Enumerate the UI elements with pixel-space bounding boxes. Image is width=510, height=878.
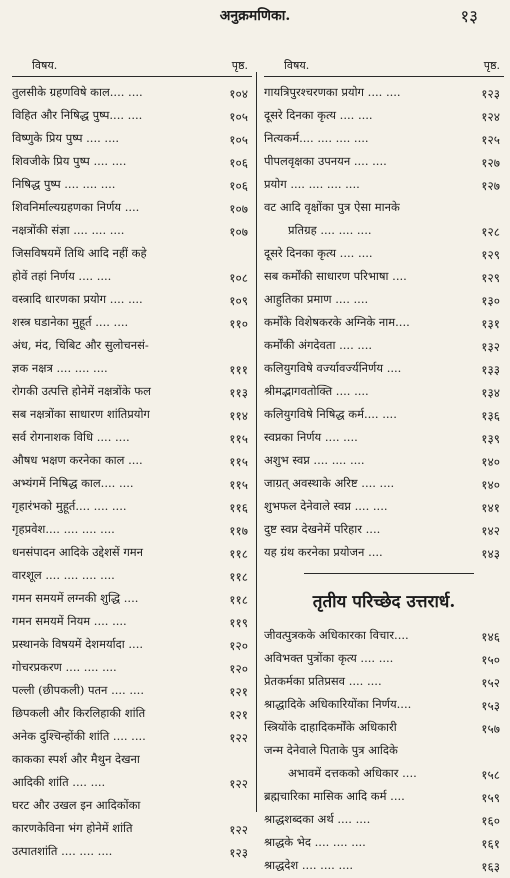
entry-title: सर्व रोगनाशक विधि .... .... xyxy=(12,430,130,444)
entry-title: छिपकली और किरलिहाकी शांति xyxy=(12,706,146,720)
entry-title: कलियुगविषे निषिद्ध कर्म.... .... xyxy=(264,407,397,421)
entry-title: विहित और निषिद्ध पुष्प.... .... xyxy=(12,108,143,122)
toc-entry xyxy=(12,128,252,151)
toc-entry xyxy=(12,427,252,450)
toc-entry xyxy=(12,289,252,312)
subject-heading: विषय. xyxy=(284,59,310,72)
entry-title: शुभफल देनेवाले स्वप्न .... .... xyxy=(264,499,388,513)
column-divider xyxy=(256,72,257,812)
toc-entry xyxy=(264,450,504,473)
entry-title: शिवनिर्माल्यग्रहणका निर्णय .... xyxy=(12,200,140,214)
toc-entry xyxy=(264,105,504,128)
entry-page-number: १३६ xyxy=(481,409,500,423)
entry-page-number: १०८ xyxy=(229,271,248,285)
entry-page-number: १३१ xyxy=(481,317,500,331)
entry-page-number: १०५ xyxy=(229,110,248,124)
toc-entry xyxy=(264,381,504,404)
toc-entry xyxy=(264,542,504,565)
entry-page-number: १११ xyxy=(229,363,248,377)
entry-title-continued: प्रतिग्रह .... .... .... xyxy=(288,223,372,237)
left-entry-list xyxy=(12,82,252,864)
toc-entry xyxy=(264,832,504,855)
entry-page-number: ११६ xyxy=(229,501,248,515)
entry-page-number: १६० xyxy=(481,814,500,828)
header-rule xyxy=(12,76,252,77)
entry-title: गमन समयमें नियम .... .... xyxy=(12,614,127,628)
entry-title: अंध, मंद, चिबिट और सुलोचनसं- xyxy=(12,338,149,352)
section-rule xyxy=(304,573,474,574)
subject-heading: विषय. xyxy=(32,59,58,72)
toc-entry xyxy=(12,680,252,703)
entry-page-number: १३० xyxy=(481,294,500,308)
right-section-entry-list xyxy=(264,625,504,878)
page-heading: पृष्ठ. xyxy=(483,59,500,72)
entry-title: प्रस्थानके विषयमें देशमर्यादा .... xyxy=(12,637,144,651)
entry-page-number: १५२ xyxy=(481,676,500,690)
toc-entry xyxy=(264,404,504,427)
entry-title: धनसंपादन आदिके उद्देशसें गमन xyxy=(12,545,144,559)
left-column-header xyxy=(12,58,252,74)
entry-title: कलियुगविषे वर्ज्यावर्ज्यनिर्णय .... xyxy=(264,361,402,375)
entry-page-number: १२७ xyxy=(481,156,500,170)
entry-title: दुष्ट स्वप्न देखनेमें परिहार .... xyxy=(264,522,381,536)
entry-title: निषिद्ध पुष्प .... .... .... xyxy=(12,177,116,191)
toc-entry xyxy=(264,625,504,648)
toc-entry xyxy=(12,105,252,128)
toc-entry xyxy=(264,266,504,289)
toc-entry xyxy=(12,588,252,611)
entry-page-number: १२८ xyxy=(481,225,500,239)
entry-title: पल्ली (छीपकली) पतन .... .... xyxy=(12,683,144,697)
entry-title: श्राद्धादिके अधिकारियोंका निर्णय.... xyxy=(264,697,412,711)
entry-title-continued: होवें तहां निर्णय .... .... xyxy=(12,269,112,283)
entry-title: प्रेतकर्मका प्रतिप्रसव .... .... xyxy=(264,674,382,688)
toc-entry xyxy=(264,809,504,832)
entry-page-number: १२९ xyxy=(481,271,500,285)
entry-page-number: १२५ xyxy=(481,133,500,147)
entry-page-number: ११० xyxy=(229,317,248,331)
entry-page-number: ११८ xyxy=(229,570,248,584)
section-title: तृतीय परिच्छेद उत्तरार्ध. xyxy=(312,592,456,612)
toc-entry xyxy=(12,243,252,289)
entry-title: श्राद्धके भेद .... .... .... xyxy=(264,835,366,849)
page-heading: पृष्ठ. xyxy=(231,59,248,72)
toc-entry xyxy=(12,335,252,381)
entry-page-number: १०४ xyxy=(229,87,248,101)
entry-title-continued: कारणकेविना भंग होनेमें शांति xyxy=(12,821,133,835)
entry-page-number: १०६ xyxy=(229,156,248,170)
entry-title: अनेक दुश्चिन्होंकी शांति .... .... xyxy=(12,729,146,743)
toc-entry xyxy=(12,703,252,726)
section-heading-block xyxy=(264,573,504,625)
toc-entry xyxy=(264,671,504,694)
page-title: अनुक्रमणिका. xyxy=(219,8,291,24)
toc-entry xyxy=(264,197,504,243)
entry-title: सब कर्मोंकी साधारण परिभाषा .... xyxy=(264,269,407,283)
toc-entry xyxy=(264,151,504,174)
toc-entry xyxy=(264,855,504,878)
entry-title: श्राद्धदेश .... .... .... xyxy=(264,858,354,872)
entry-page-number: १०५ xyxy=(229,133,248,147)
toc-entry xyxy=(264,496,504,519)
entry-title: शिवजीके प्रिय पुष्प .... .... xyxy=(12,154,127,168)
entry-page-number: १४० xyxy=(481,455,500,469)
entry-page-number: १४१ xyxy=(481,501,500,515)
entry-page-number: १४० xyxy=(481,478,500,492)
entry-page-number: १२३ xyxy=(229,846,248,860)
toc-entry xyxy=(264,473,504,496)
page-number: १३ xyxy=(460,7,478,27)
toc-entry xyxy=(12,220,252,243)
toc-entry xyxy=(12,151,252,174)
entry-page-number: १५८ xyxy=(481,768,500,782)
toc-entry xyxy=(264,289,504,312)
entry-title: श्राद्धशब्दका अर्थ .... .... xyxy=(264,812,371,826)
entry-title: प्रयोग .... .... .... .... xyxy=(264,177,360,191)
toc-entry xyxy=(12,657,252,680)
toc-entry xyxy=(264,717,504,740)
entry-title: कर्मोंके विशेषकरके अग्निके नाम.... xyxy=(264,315,410,329)
entry-title: नक्षत्रोंकी संज्ञा .... .... .... xyxy=(12,223,125,237)
entry-title: जिसविषयमें तिथि आदि नहीं कहे xyxy=(12,246,147,260)
toc-entry xyxy=(264,128,504,151)
toc-entry xyxy=(12,841,252,864)
entry-page-number: १२२ xyxy=(229,823,248,837)
entry-title: वट आदि वृक्षोंका पुत्र ऐसा मानके xyxy=(264,200,400,214)
entry-page-number: १०६ xyxy=(229,179,248,193)
entry-page-number: १०७ xyxy=(229,202,248,216)
toc-entry xyxy=(264,740,504,786)
entry-title-continued: अभावमें दत्तकको अधिकार .... xyxy=(288,766,417,780)
toc-entry xyxy=(12,197,252,220)
toc-entry xyxy=(264,786,504,809)
entry-page-number: १२१ xyxy=(229,708,248,722)
entry-page-number: ११५ xyxy=(229,478,248,492)
toc-entry xyxy=(12,726,252,749)
right-entry-list xyxy=(264,82,504,565)
entry-title: काकका स्पर्श और मैथुन देखना xyxy=(12,752,140,766)
entry-title: गृहारंभको मुहूर्त.... .... .... xyxy=(12,499,127,513)
entry-title: गोचरप्रकरण .... .... .... xyxy=(12,660,117,674)
entry-page-number: १२३ xyxy=(481,87,500,101)
entry-page-number: १५७ xyxy=(481,722,500,736)
entry-page-number: १३९ xyxy=(481,432,500,446)
entry-page-number: ११३ xyxy=(229,386,248,400)
entry-page-number: ११९ xyxy=(229,616,248,630)
entry-page-number: १३३ xyxy=(481,363,500,377)
entry-title: विष्णुके प्रिय पुष्प .... .... xyxy=(12,131,120,145)
toc-entry xyxy=(12,565,252,588)
entry-title: रोगकी उत्पत्ति होनेमें नक्षत्रोंके फल xyxy=(12,384,151,398)
entry-title: जन्म देनेवाले पिताके पुत्र आदिके xyxy=(264,743,398,757)
entry-title: शस्त्र घडानेका मुहूर्त .... .... xyxy=(12,315,129,329)
page-header xyxy=(0,6,510,36)
toc-entry xyxy=(12,611,252,634)
entry-page-number: ११४ xyxy=(229,409,248,423)
entry-page-number: १०९ xyxy=(229,294,248,308)
entry-title: गृहप्रवेश.... .... .... .... xyxy=(12,522,115,536)
entry-page-number: ११८ xyxy=(229,547,248,561)
entry-page-number: १२४ xyxy=(481,110,500,124)
entry-title: कर्मोंकी अंगदेवता .... .... xyxy=(264,338,373,352)
entry-page-number: १२० xyxy=(229,662,248,676)
entry-title-continued: ज्ञक नक्षत्र .... .... .... xyxy=(12,361,108,375)
toc-entry xyxy=(264,694,504,717)
entry-title: सब नक्षत्रोंका साधारण शांतिप्रयोग xyxy=(12,407,150,421)
entry-title: स्त्रियोंके दाहादिकर्मोंके अधिकारी xyxy=(264,720,397,734)
toc-entry xyxy=(264,243,504,266)
toc-entry xyxy=(12,519,252,542)
header-rule xyxy=(264,76,504,77)
entry-page-number: १२२ xyxy=(229,777,248,791)
entry-title: वस्त्रादि धारणका प्रयोग .... .... xyxy=(12,292,143,306)
toc-entry xyxy=(12,496,252,519)
toc-entry xyxy=(264,335,504,358)
entry-title-continued: आदिकी शांति .... .... xyxy=(12,775,106,789)
entry-title: दूसरे दिनका कृत्य .... .... xyxy=(264,246,373,260)
entry-page-number: १५९ xyxy=(481,791,500,805)
entry-title: औषध भक्षण करनेका काल .... xyxy=(12,453,143,467)
entry-page-number: १०७ xyxy=(229,225,248,239)
entry-page-number: १६३ xyxy=(481,860,500,874)
entry-page-number: ११८ xyxy=(229,593,248,607)
entry-page-number: १३४ xyxy=(481,386,500,400)
toc-entry xyxy=(264,648,504,671)
right-column-header xyxy=(264,58,504,74)
toc-entry xyxy=(264,519,504,542)
toc-entry xyxy=(264,82,504,105)
entry-title: अभ्यंगमें निषिद्ध काल.... .... xyxy=(12,476,134,490)
toc-entry xyxy=(12,174,252,197)
toc-entry xyxy=(12,381,252,404)
entry-title: अविभक्त पुत्रोंका कृत्य .... .... xyxy=(264,651,394,665)
entry-title: आहुतिका प्रमाण .... .... xyxy=(264,292,369,306)
entry-page-number: १२० xyxy=(229,639,248,653)
entry-title: उत्पातशांति .... .... .... xyxy=(12,844,113,858)
entry-title: यह ग्रंथ करनेका प्रयोजन .... xyxy=(264,545,383,559)
toc-entry xyxy=(264,358,504,381)
entry-title: दूसरे दिनका कृत्य .... .... xyxy=(264,108,373,122)
left-column xyxy=(12,58,252,864)
toc-entry xyxy=(264,312,504,335)
toc-entry xyxy=(12,542,252,565)
entry-page-number: १२९ xyxy=(481,248,500,262)
entry-page-number: ११७ xyxy=(229,524,248,538)
entry-page-number: १४२ xyxy=(481,524,500,538)
entry-title: पीपलवृक्षका उपनयन .... .... xyxy=(264,154,387,168)
entry-page-number: १५० xyxy=(481,653,500,667)
toc-entry xyxy=(12,404,252,427)
entry-title: अशुभ स्वप्न .... .... .... xyxy=(264,453,365,467)
entry-title: घरट और उखल इन आदिकोंका xyxy=(12,798,141,812)
toc-entry xyxy=(12,634,252,657)
toc-entry xyxy=(264,174,504,197)
entry-page-number: १६१ xyxy=(481,837,500,851)
entry-title: नित्यकर्म.... .... .... .... xyxy=(264,131,369,145)
right-column xyxy=(264,58,504,878)
entry-title: गमन समयमें लग्नकी शुद्धि .... xyxy=(12,591,139,605)
entry-title: ब्रह्मचारिका मासिक आदि कर्म .... xyxy=(264,789,405,803)
toc-entry xyxy=(12,312,252,335)
entry-title: स्वप्नका निर्णय .... .... xyxy=(264,430,358,444)
entry-page-number: ११५ xyxy=(229,432,248,446)
entry-page-number: ११५ xyxy=(229,455,248,469)
entry-title: जीवत्पुत्रकके अधिकारका विचार.... xyxy=(264,628,409,642)
entry-title: श्रीमद्भागवतोक्ति .... .... xyxy=(264,384,369,398)
entry-page-number: १४३ xyxy=(481,547,500,561)
entry-page-number: १५३ xyxy=(481,699,500,713)
toc-entry xyxy=(12,450,252,473)
entry-page-number: १२२ xyxy=(229,731,248,745)
entry-page-number: १२१ xyxy=(229,685,248,699)
toc-entry xyxy=(264,427,504,450)
toc-entry xyxy=(12,749,252,795)
entry-title: वारशूल .... .... .... .... xyxy=(12,568,115,582)
entry-page-number: १२७ xyxy=(481,179,500,193)
toc-entry xyxy=(12,82,252,105)
entry-title: तुलसीके ग्रहणविषे काल.... .... xyxy=(12,85,143,99)
entry-page-number: १४६ xyxy=(481,630,500,644)
entry-title: गायत्रिपुरश्चरणका प्रयोग .... .... xyxy=(264,85,401,99)
entry-page-number: १३२ xyxy=(481,340,500,354)
toc-entry xyxy=(12,795,252,841)
entry-title: जाग्रत् अवस्थाके अरिष्ट .... .... xyxy=(264,476,395,490)
toc-entry xyxy=(12,473,252,496)
